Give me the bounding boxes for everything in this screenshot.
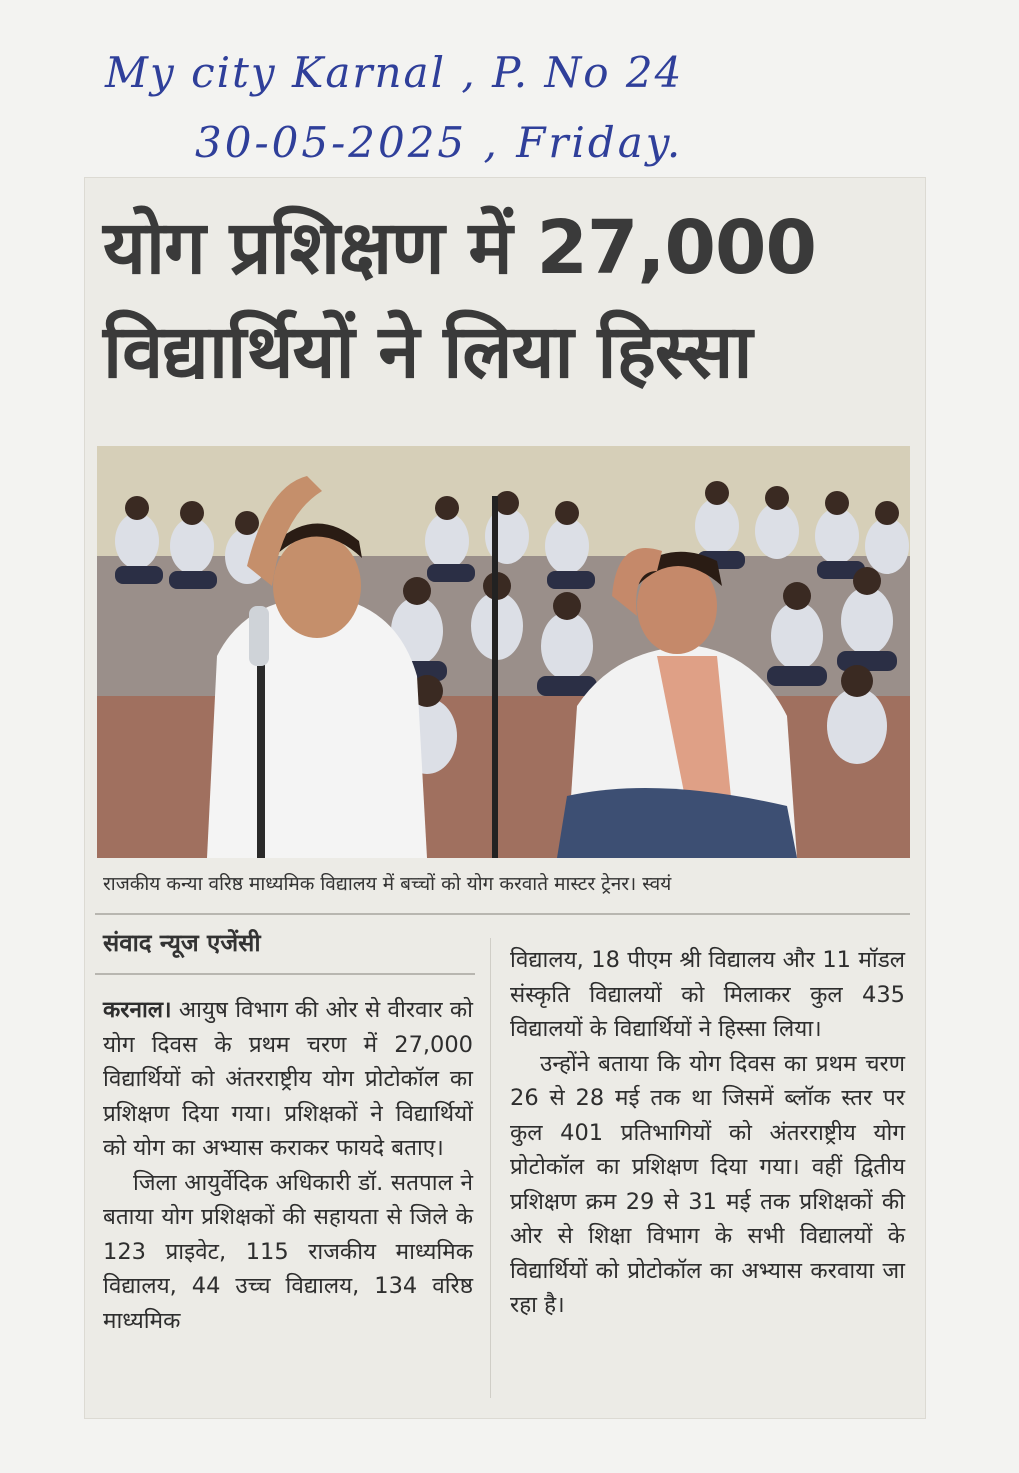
- article-column-right: [510, 943, 905, 1323]
- paragraph: विद्यालय, 18 पीएम श्री विद्यालय और 11 मॉडल संस्कृति विद्यालयों को मिलाकर कुल 435 विद्यालयों के विद्यार्थियों ने हिस्सा लिया।: [510, 947, 905, 1042]
- handwritten-note-line1: My city Karnal , P. No 24: [105, 48, 684, 97]
- yoga-class-illustration: [97, 446, 910, 858]
- article-photo: [97, 446, 910, 858]
- article-column-left: [103, 993, 473, 1338]
- paragraph-text: आयुष विभाग की ओर से वीरवार को योग दिवस के प्रथम चरण में 27,000 विद्यार्थियों को अंतरराष्ट्रीय योग प्रोटोकॉल का प्रशिक्षण दिया गया। प्रशिक्षकों ने विद्यार्थियों को योग का अभ्यास कराकर फायदे बताए।: [103, 997, 473, 1161]
- byline: संवाद न्यूज एजेंसी: [103, 929, 261, 957]
- divider: [95, 913, 910, 915]
- dateline: करनाल।: [103, 997, 172, 1023]
- handwritten-note: [95, 38, 915, 178]
- headline: [103, 196, 913, 404]
- paragraph: जिला आयुर्वेदिक अधिकारी डॉ. सतपाल ने बताया योग प्रशिक्षकों की सहायता से जिले के 123 प्राइवेट, 115 राजकीय माध्यमिक विद्यालय, 44 उच्च विद्यालय, 134 वरिष्ठ माध्यमिक: [103, 1169, 473, 1334]
- paragraph: उन्होंने बताया कि योग दिवस का प्रथम चरण 26 से 28 मई तक था जिसमें ब्लॉक स्तर पर कुल 401 प्रतिभागियों को अंतरराष्ट्रीय योग प्रोटोकॉल का प्रशिक्षण दिया गया। वहीं द्वितीय प्रशिक्षण क्रम 29 से 31 मई तक प्रशिक्षकों की ओर से शिक्षा विभाग के सभी विद्यालयों के विद्यार्थियों को प्रोटोकॉल का अभ्यास करवाया जा रहा है।: [510, 1050, 905, 1318]
- column-divider: [490, 938, 491, 1398]
- handwritten-note-line2: 30-05-2025 , Friday.: [195, 118, 684, 167]
- newspaper-clipping: [85, 178, 925, 1418]
- divider: [95, 973, 475, 975]
- photo-caption: राजकीय कन्या वरिष्ठ माध्यमिक विद्यालय में बच्चों को योग करवाते मास्टर ट्रेनर। स्वयं: [103, 873, 672, 895]
- headline-line1: योग प्रशिक्षण में 27,000: [103, 205, 816, 291]
- headline-line2: विद्यार्थियों ने लिया हिस्सा: [103, 309, 752, 395]
- paragraph: [103, 993, 473, 1166]
